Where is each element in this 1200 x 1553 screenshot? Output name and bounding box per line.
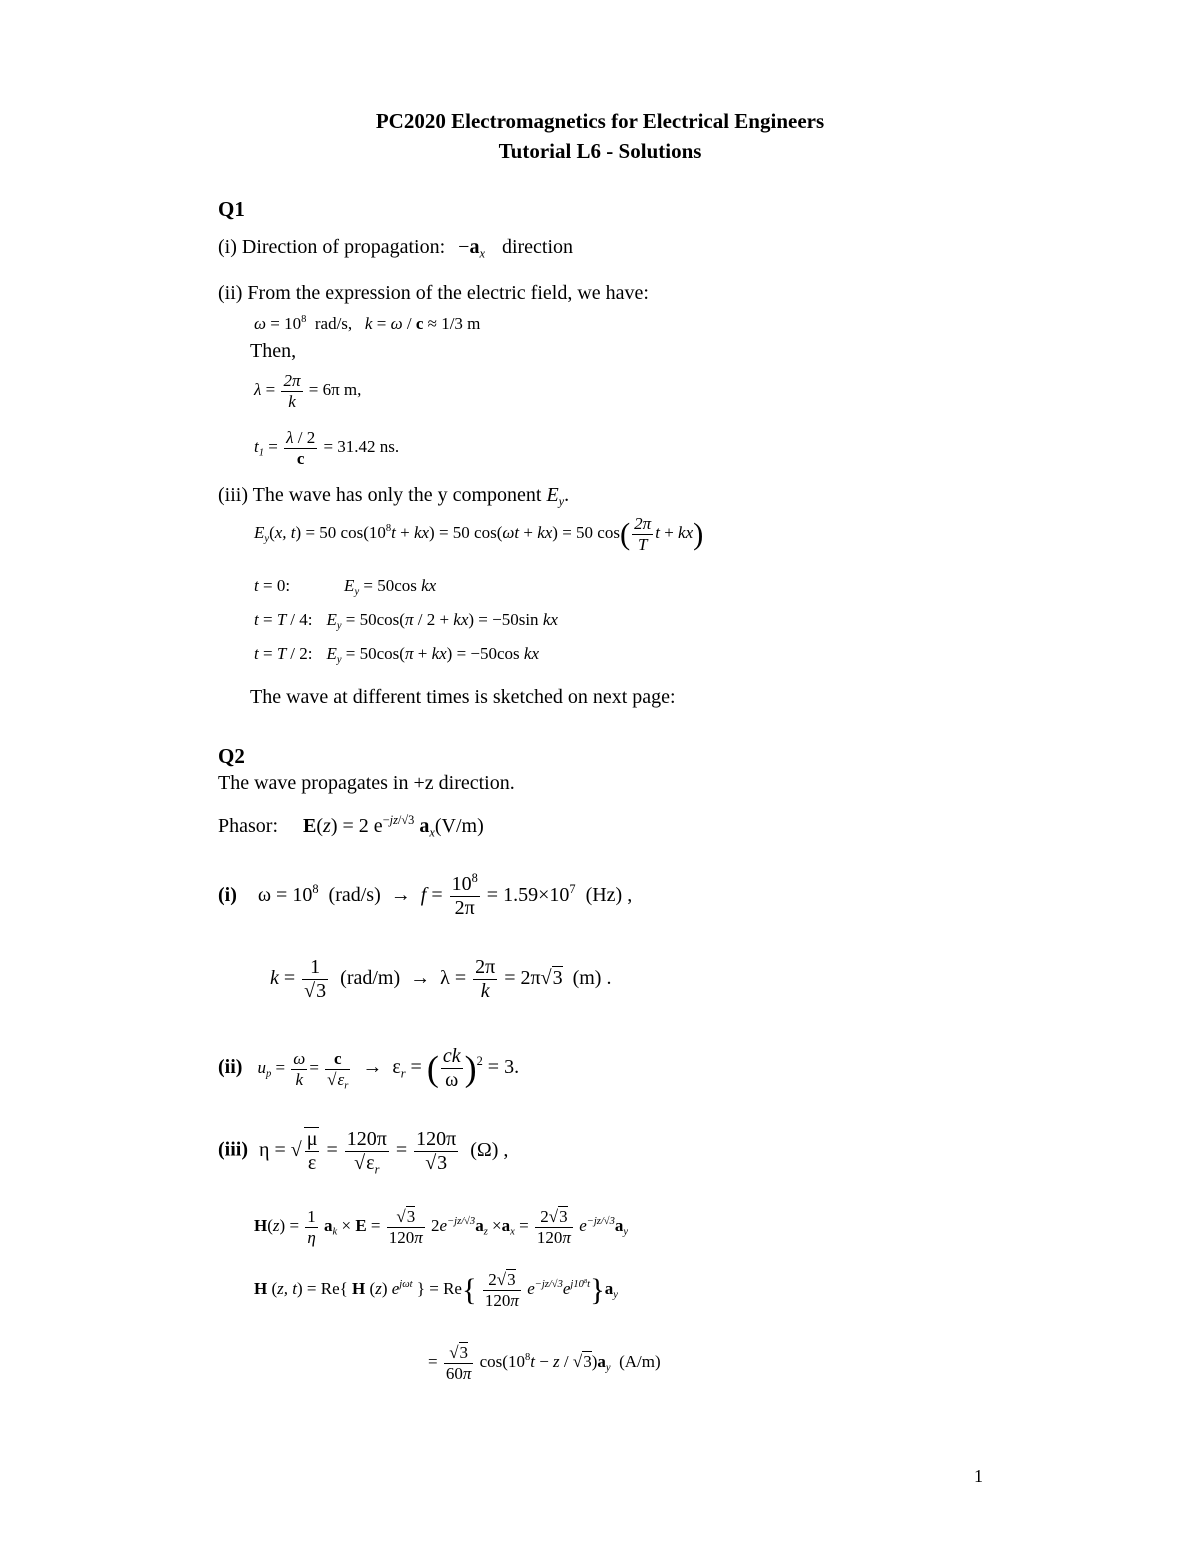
q1-part-i-text: (i) Direction of propagation: [218, 236, 446, 258]
q1-sketch-note: The wave at different times is sketched on next page: [250, 686, 676, 708]
q1-part-i-direction: direction [501, 236, 574, 258]
q1-part-iii-text: (iii) The wave has only the y component [218, 484, 542, 506]
q2-part-i-label: (i) [218, 884, 237, 907]
q2-part-ii: (ii) $u_p$ = $\frac{\omega}{k}$ = $\frac{c}{√\varepsilon_r}$ → $\varepsilon_r$ = ( $\frac{ck}{\omega}$ )$^2$ = 3. [218, 1045, 520, 1092]
q2-part-iii: (iii) η = √ $\frac{\mu}{\varepsilon}$ = $\frac{120\pi}{√\varepsilon_r}$ = $\frac{120\pi}{√3}$ (Ω) , [218, 1127, 509, 1176]
q2-part-i: (i) $\omega = 10^8$ (rad/s) → f = $\frac{10^8}{2\pi}$ = $1.59\times 10^7$ (Hz) , [218, 870, 633, 919]
q2-h-phasor-equation: H(z) = $\frac{1}{\eta}$ $a_k \times E$ = $\frac{√3}{120\pi}$ $2e^{-jz/√3}a_z \times a_x$ = $\frac{2√3}{120\pi}$ $e^{-jz/√3}a_y$ [254, 1207, 629, 1247]
q2-h-time-equation: H (z, t) = Re{ H (z) $e^{j\omega t}$ } = Re{ $\frac{2√3}{120\pi}$ $e^{-jz/√3}e^{j10^8t}\}a_y$ [254, 1270, 618, 1310]
q2-propagation-text: The wave propagates in +z direction. [218, 772, 515, 794]
q1-t0-equation: t = 0: $E_y = 50\cos$ kx [254, 576, 437, 598]
q2-part-ii-label: (ii) [218, 1056, 243, 1079]
q1-tT4-equation: t = T / 4: $E_y = 50\cos(\pi / 2 + kx) = -50\sin$ kx [254, 610, 558, 632]
q1-propagation-vector: $-a_x$ [458, 236, 485, 261]
q2-part-iii-label: (iii) [218, 1138, 248, 1161]
q2-heading: Q2 [218, 744, 245, 768]
q1-part-i [218, 236, 573, 259]
q1-part-iii: (iii) The wave has only the y component $E_y$. [218, 484, 570, 509]
q1-ey-expression: $E_y(x$, t) = 50 $\cos(10^8t + kx) = 50$ cos(ωt + kx) = 50 cos( $\frac{2\pi}{T}$ t + kx) [254, 514, 704, 554]
q1-then: Then, [250, 340, 297, 362]
q2-phasor [218, 812, 484, 840]
q1-time-equation: $t_1$ = $\frac{\lambda / 2}{c}$ = 31.42 ns. [254, 428, 400, 468]
document-title: PC2020 Electromagnetics for Electrical Engineers [375, 109, 825, 133]
q1-tT2-equation: t = T / 2: $E_y = 50\cos(\pi + kx) = -50\cos$ kx [254, 644, 539, 666]
q1-part-ii-text: (ii) From the expression of the electric field, we have: [218, 282, 649, 304]
q2-phasor-label: Phasor: [218, 815, 278, 837]
q1-heading: Q1 [218, 197, 245, 221]
page-number: 1 [974, 1466, 983, 1486]
document-subtitle: Tutorial L6 - Solutions [498, 139, 702, 163]
q1-wavelength-equation: λ = $\frac{2\pi}{k}$ = 6π m, [254, 371, 362, 411]
q1-omega-k-equation: $\omega = 10^8$ rad/s, k = ω / c ≈ 1/3 m [254, 314, 481, 333]
q2-h-final-equation: = $\frac{√3}{60\pi}$ $\cos(10^8t - z / √3)a_y$ (A/m) [428, 1343, 661, 1383]
q2-phasor-expression: E(z) = 2 $e^{-jz/√3}$ $a_x(V/m)$ [303, 812, 484, 840]
q2-wavenumber-equation: k = $\frac{1}{√3}$ (rad/m) → λ = $\frac{2\pi}{k}$ = 2π√3 (m) . [270, 956, 612, 1002]
